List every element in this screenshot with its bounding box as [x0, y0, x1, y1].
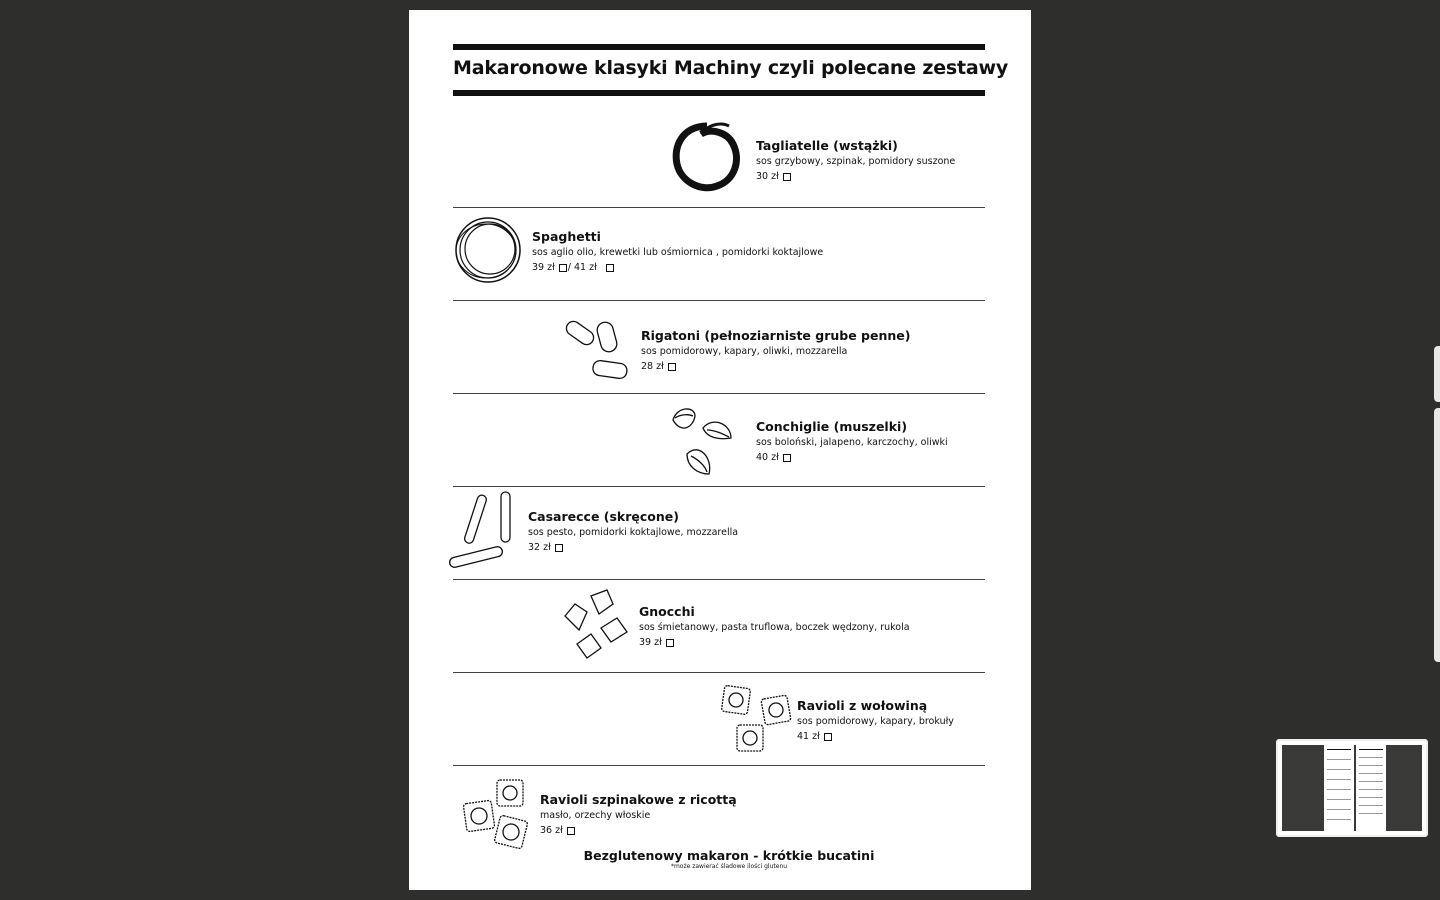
- ravioli-icon: [719, 683, 795, 755]
- order-checkbox[interactable]: [606, 264, 614, 272]
- item-name: Rigatoni (pełnoziarniste grube penne): [641, 328, 911, 343]
- side-panel-handle[interactable]: [1434, 346, 1440, 402]
- menu-item-casarecce: [528, 509, 738, 553]
- item-desc: sos pesto, pomidorki koktajlowe, mozzarella: [528, 527, 739, 538]
- item-desc: sos pomidorowy, kapary, oliwki, mozzarella: [641, 346, 848, 357]
- item-name: Casarecce (skręcone): [528, 509, 679, 524]
- menu-item-rigatoni: [641, 328, 910, 372]
- divider: [453, 672, 985, 673]
- item-price: 39 zł: [532, 262, 555, 273]
- divider: [453, 300, 985, 301]
- item-price-alt: / 41 zł: [567, 262, 597, 273]
- item-desc: sos grzybowy, szpinak, pomidory suszone: [756, 156, 956, 167]
- order-checkbox[interactable]: [559, 264, 567, 272]
- order-checkbox[interactable]: [783, 454, 791, 462]
- menu-title: Makaronowe klasyki Machiny czyli polecane zestawy: [453, 57, 1009, 79]
- title-top-bar: [453, 44, 985, 50]
- thumbnail-canvas: [1282, 745, 1422, 831]
- tagliatelle-icon: [669, 120, 745, 196]
- item-price: 41 zł: [797, 731, 820, 742]
- title-bottom-bar: [453, 90, 985, 96]
- item-price: 32 zł: [528, 542, 551, 553]
- footer-title: Bezglutenowy makaron - krótkie bucatini: [583, 848, 875, 863]
- item-name: Gnocchi: [639, 604, 695, 619]
- divider: [453, 765, 985, 766]
- divider: [453, 207, 985, 208]
- item-name: Spaghetti: [532, 229, 601, 244]
- item-desc: sos pomidorowy, kapary, brokuły: [797, 716, 954, 727]
- order-checkbox[interactable]: [668, 363, 676, 371]
- item-price: 30 zł: [756, 171, 779, 182]
- side-scroll-handle[interactable]: [1434, 408, 1440, 662]
- casarecce-icon: [447, 490, 517, 570]
- thumbnail-page: [1324, 745, 1354, 831]
- item-desc: masło, orzechy włoskie: [540, 810, 651, 821]
- item-name: Tagliatelle (wstążki): [756, 138, 898, 153]
- order-checkbox[interactable]: [555, 544, 563, 552]
- divider: [453, 393, 985, 394]
- item-name: Conchiglie (muszelki): [756, 419, 908, 434]
- order-checkbox[interactable]: [783, 173, 791, 181]
- item-price: 36 zł: [540, 825, 563, 836]
- order-checkbox[interactable]: [824, 733, 832, 741]
- thumbnail-page: [1356, 745, 1386, 831]
- gnocchi-icon: [561, 588, 631, 660]
- menu-item-ravioli-szpinakowe: [540, 792, 737, 836]
- menu-item-spaghetti: [532, 229, 823, 273]
- menu-item-ravioli-wolowina: [797, 698, 954, 742]
- spaghetti-icon: [453, 216, 523, 284]
- item-desc: sos śmietanowy, pasta truflowa, boczek wędzony, rukola: [639, 622, 910, 633]
- order-checkbox[interactable]: [666, 639, 674, 647]
- divider: [453, 579, 985, 580]
- menu-item-tagliatelle: [756, 138, 955, 182]
- item-price: 28 zł: [641, 361, 664, 372]
- menu-item-gnocchi: [639, 604, 910, 648]
- item-price: 39 zł: [639, 637, 662, 648]
- footer-note: *może zawierać śladowe ilości glutenu: [670, 863, 788, 870]
- rigatoni-icon: [559, 316, 633, 386]
- ravioli-icon: [461, 776, 537, 852]
- order-checkbox[interactable]: [567, 827, 575, 835]
- menu-item-conchiglie: [756, 419, 948, 463]
- menu-page: [409, 10, 1031, 890]
- page-thumbnail[interactable]: [1276, 739, 1428, 837]
- item-desc: sos aglio olio, krewetki lub ośmiornica , pomidorki koktajlowe: [532, 247, 824, 258]
- item-desc: sos boloński, jalapeno, karczochy, oliwki: [756, 437, 948, 448]
- item-name: Ravioli z wołowiną: [797, 698, 928, 713]
- conchiglie-icon: [669, 404, 735, 478]
- divider: [453, 486, 985, 487]
- item-price: 40 zł: [756, 452, 779, 463]
- item-name: Ravioli szpinakowe z ricottą: [540, 792, 737, 807]
